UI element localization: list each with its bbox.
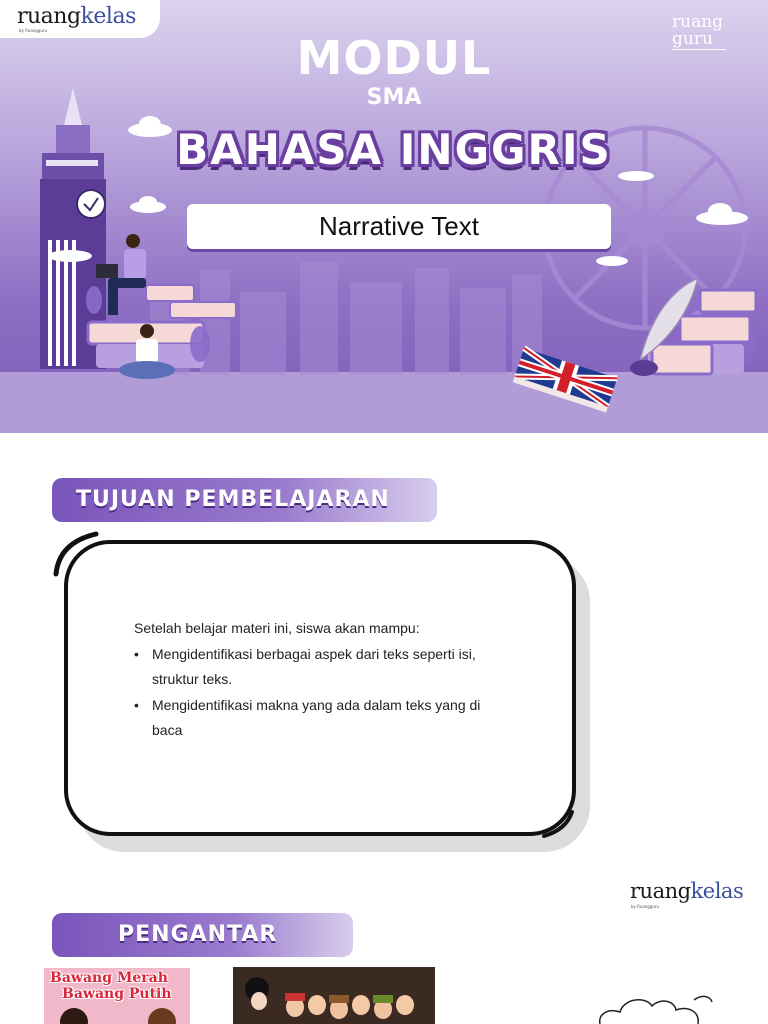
cover-subject: BAHASA INGGRIS <box>176 125 612 174</box>
footer-logo-kelas-text: kelas <box>690 879 744 903</box>
objective-item-line2: struktur teks. <box>152 671 233 687</box>
thumbnail-title-line2: Bawang Putih <box>62 986 172 1002</box>
logo-kelas-text: kelas <box>80 4 136 29</box>
cloud-doodle-icon <box>590 986 730 1024</box>
objective-item-line1: Mengidentifikasi berbagai aspek dari teks seperti isi, <box>152 645 476 662</box>
card-accent-stroke-bottom <box>536 806 580 842</box>
section-heading-tujuan-label: TUJUAN PEMBELAJARAN <box>76 487 390 512</box>
ruangkelas-footer-logo <box>630 881 743 902</box>
footer-logo-byline: by Ruangguru <box>631 904 660 909</box>
objective-item-line1: Mengidentifikasi makna yang ada dalam teks yang di <box>152 696 481 713</box>
module-cover <box>0 0 768 433</box>
objectives-intro: Setelah belajar materi ini, siswa akan mampu: <box>134 620 420 636</box>
union-jack-book-icon <box>513 348 617 413</box>
snow-white-dwarfs-image <box>233 967 435 1024</box>
logo-byline: by Ruangguru <box>19 28 48 33</box>
topic-title: Narrative Text <box>319 211 479 241</box>
card-accent-stroke-top <box>48 528 108 582</box>
cover-title: MODUL <box>296 31 492 85</box>
ruangkelas-logo <box>17 6 136 28</box>
section-heading-tujuan <box>52 478 437 522</box>
objective-item-line2: baca <box>152 722 183 738</box>
thumbnail-title-line1: Bawang Merah <box>50 970 168 986</box>
footer-logo-ruang-text: ruang <box>630 879 691 903</box>
logo-ruang-text: ruang <box>17 4 81 29</box>
cover-level: SMA <box>366 85 422 110</box>
bawang-merah-bawang-putih-image <box>44 968 190 1024</box>
objectives-content <box>134 616 534 744</box>
section-heading-pengantar <box>52 913 353 957</box>
ruangguru-logo-line1: ruang <box>672 12 724 32</box>
objectives-list <box>134 642 534 744</box>
objective-item: • Mengidentifikasi berbagai aspek dari teks seperti isi, struktur teks. <box>134 645 476 687</box>
section-heading-pengantar-label: PENGANTAR <box>118 922 278 947</box>
ruangguru-logo-line2: guru <box>672 29 713 49</box>
objective-item: • Mengidentifikasi makna yang ada dalam teks yang di baca <box>134 696 481 738</box>
topic-banner <box>187 204 611 249</box>
